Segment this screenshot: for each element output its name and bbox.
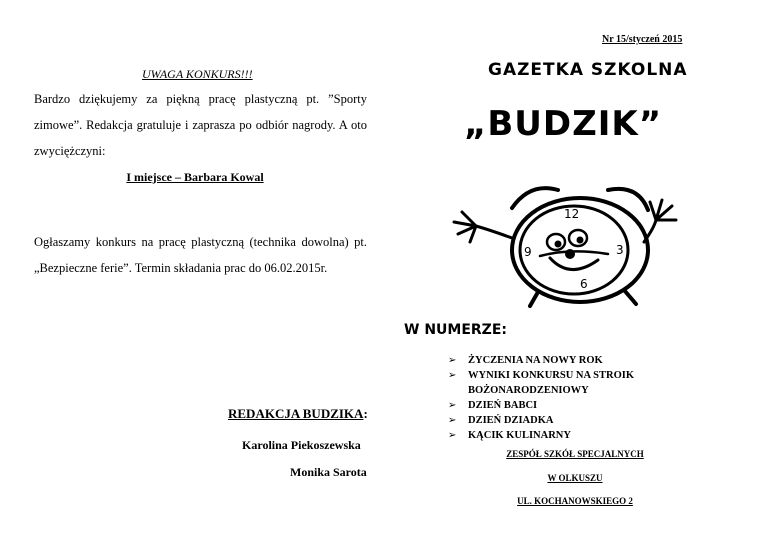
winner-line: I miejsce – Barbara Kowal	[126, 170, 264, 184]
editorial-title	[228, 406, 368, 422]
school-address: UL. KOCHANOWSKIEGO 2	[517, 496, 633, 506]
thanks-paragraph: Bardzo dziękujemy za piękną pracę plastyczną pt. ”Sporty zimowe”. Redakcja gratuluje i zaprasza po odbiór nagrody. A oto zwyciężczyni:	[34, 92, 367, 158]
newspaper-label: GAZETKA SZKOLNA	[488, 60, 688, 80]
list-item: ➢ KĄCIK KULINARNY	[448, 430, 571, 441]
editorial-title-colon: :	[363, 406, 368, 421]
list-item: ➢ DZIEŃ BABCI	[448, 400, 538, 411]
school-city: W OLKUSZU	[547, 473, 603, 483]
arrow-bullet-icon: ➢	[448, 355, 457, 366]
arrow-bullet-icon: ➢	[448, 370, 457, 381]
arrow-bullet-icon: ➢	[448, 400, 457, 411]
list-item: ➢ WYNIKI KONKURSU NA STROIK	[448, 370, 634, 381]
clock-number: 12	[564, 207, 580, 221]
clock-number: 6	[580, 277, 588, 291]
list-item-continuation: BOŻONARODZENIOWY	[468, 385, 589, 396]
clock-number: 3	[616, 243, 624, 257]
editor-name: Monika Sarota	[290, 465, 367, 479]
contest-title: UWAGA KONKURS!!!	[142, 67, 253, 81]
clock-number: 9	[524, 245, 532, 259]
announcement-paragraph: Ogłaszamy konkurs na pracę plastyczną (technika dowolna) pt. „Bezpieczne ferie”. Termin składania prac do 06.02.2015r.	[34, 235, 367, 275]
table-of-contents	[448, 353, 634, 443]
in-issue-heading: W NUMERZE:	[404, 322, 507, 338]
masthead-title: „BUDZIK”	[464, 104, 663, 144]
list-item: ➢ ŻYCZENIA NA NOWY ROK	[448, 355, 603, 366]
list-item: ➢ DZIEŃ DZIADKA	[448, 415, 554, 426]
arrow-bullet-icon: ➢	[448, 430, 457, 441]
editorial-title-text: REDAKCJA BUDZIKA	[228, 406, 364, 421]
editor-name: Karolina Piekoszewska	[242, 438, 361, 452]
school-name: ZESPÓŁ SZKÓŁ SPECJALNYCH	[506, 449, 644, 459]
cartoon-alarm-clock-icon	[440, 180, 690, 310]
issue-number: Nr 15/styczeń 2015	[602, 34, 683, 45]
arrow-bullet-icon: ➢	[448, 415, 457, 426]
